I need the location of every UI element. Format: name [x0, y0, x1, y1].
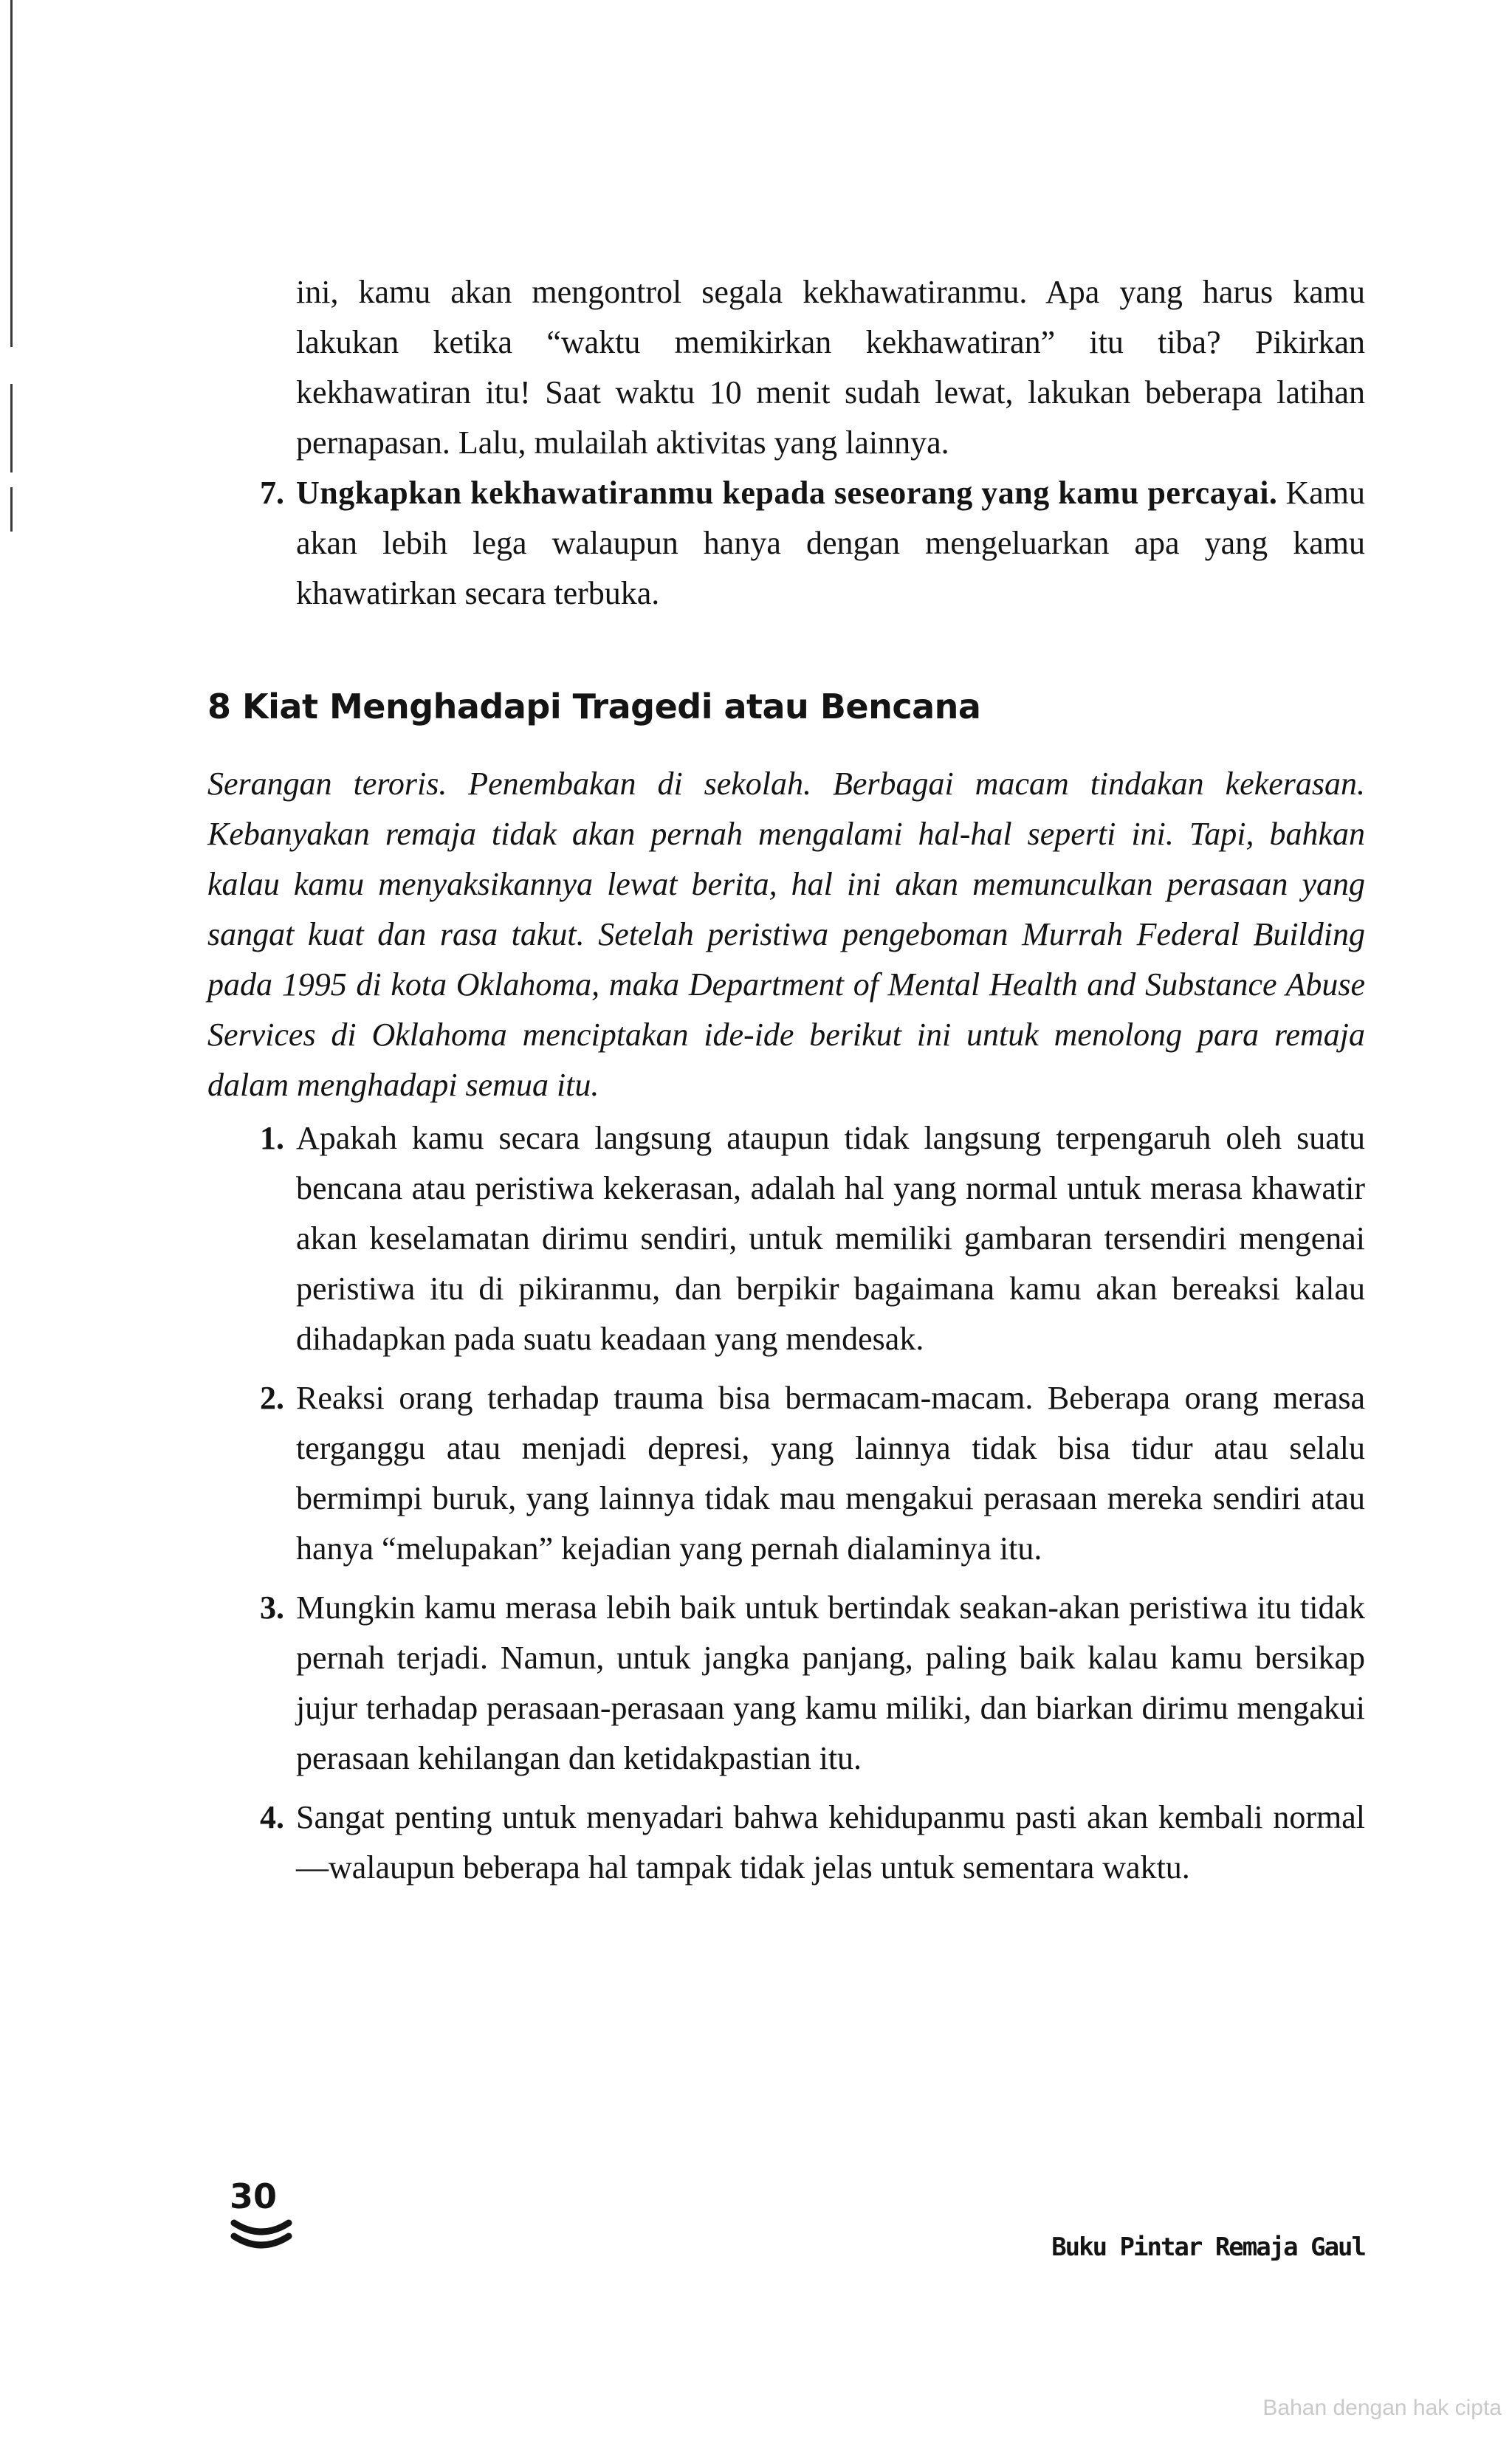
- tip-bold-lead: Ungkapkan kekhawatiranmu kepada seseorang yang kamu percayai.: [296, 475, 1278, 511]
- list-item-text: Apakah kamu secara langsung ataupun tidak langsung terpengaruh oleh suatu bencana atau peristiwa kekerasan, adalah hal yang normal untuk merasa khawatir akan keselamatan dirimu sendiri, untuk memiliki gambaran tersendiri mengenai peristiwa itu di pikiranmu, dan berpikir bagaimana kamu akan bereaksi kalau dihadapkan pada suatu keadaan yang mendesak.: [296, 1120, 1365, 1357]
- list-item: [207, 1583, 1365, 1784]
- list-number: 2.: [260, 1380, 284, 1416]
- tragedy-tips-list: [207, 1113, 1365, 1893]
- list-item-text: Sangat penting untuk menyadari bahwa kehidupanmu pasti akan kembali normal—walaupun beberapa hal tampak tidak jelas untuk sementara waktu.: [296, 1799, 1365, 1886]
- tip-body: Kamu akan lebih lega walaupun hanya dengan mengeluarkan apa yang kamu khawatirkan secara terbuka.: [296, 475, 1365, 611]
- page-number: 30: [230, 2176, 278, 2216]
- page-content: [207, 267, 1365, 1893]
- page-edge-line: [10, 0, 13, 347]
- list-number: 1.: [260, 1120, 284, 1156]
- list-item-text: Mungkin kamu merasa lebih baik untuk bertindak seakan-akan peristiwa itu tidak pernah terjadi. Namun, untuk jangka panjang, paling baik kalau kamu bersikap jujur terhadap perasaan-perasaan yang kamu miliki, dan biarkan dirimu mengakui perasaan kehilangan dan ketidakpastian itu.: [296, 1589, 1365, 1776]
- section-intro: Serangan teroris. Penembakan di sekolah. Berbagai macam tindakan kekerasan. Kebanyakan remaja tidak akan pernah mengalami hal-hal seperti ini. Tapi, bahkan kalau kamu menyaksikannya lewat berita, hal ini akan memunculkan perasaan yang sangat kuat dan rasa takut. Setelah peristiwa pengeboman Murrah Federal Building pada 1995 di kota Oklahoma, maka Department of Mental Health and Substance Abuse Services di Oklahoma menciptakan ide-ide berikut ini untuk menolong para remaja dalam menghadapi semua itu.: [207, 766, 1365, 1103]
- page-edge-line: [10, 487, 13, 532]
- list-number: 4.: [260, 1799, 284, 1835]
- tip-list-continued: [207, 468, 1365, 619]
- list-item: [207, 1373, 1365, 1574]
- page-ornament-icon: [228, 2218, 295, 2263]
- continuation-paragraph: ini, kamu akan mengontrol segala kekhawatiranmu. Apa yang harus kamu lakukan ketika “waktu memikirkan kekhawatiran” itu tiba? Pikirkan kekhawatiran itu! Saat waktu 10 menit sudah lewat, lakukan beberapa latihan pernapasan. Lalu, mulailah aktivitas yang lainnya.: [296, 274, 1365, 461]
- list-item: [207, 468, 1365, 619]
- running-footer-title: Buku Pintar Remaja Gaul: [1051, 2233, 1365, 2262]
- list-item: [207, 1113, 1365, 1364]
- list-item-text: Reaksi orang terhadap trauma bisa bermacam-macam. Beberapa orang merasa terganggu atau menjadi depresi, yang lainnya tidak bisa tidur atau selalu bermimpi buruk, yang lainnya tidak mau mengakui perasaan mereka sendiri atau hanya “melupakan” kejadian yang pernah dialaminya itu.: [296, 1380, 1365, 1567]
- list-number: 3.: [260, 1589, 284, 1626]
- list-number: 7.: [260, 475, 284, 511]
- section-heading: 8 Kiat Menghadapi Tragedi atau Bencana: [207, 687, 981, 726]
- page-edge-line: [10, 384, 13, 472]
- list-item: [207, 1792, 1365, 1893]
- copyright-watermark: Bahan dengan hak cipta: [1262, 2396, 1502, 2420]
